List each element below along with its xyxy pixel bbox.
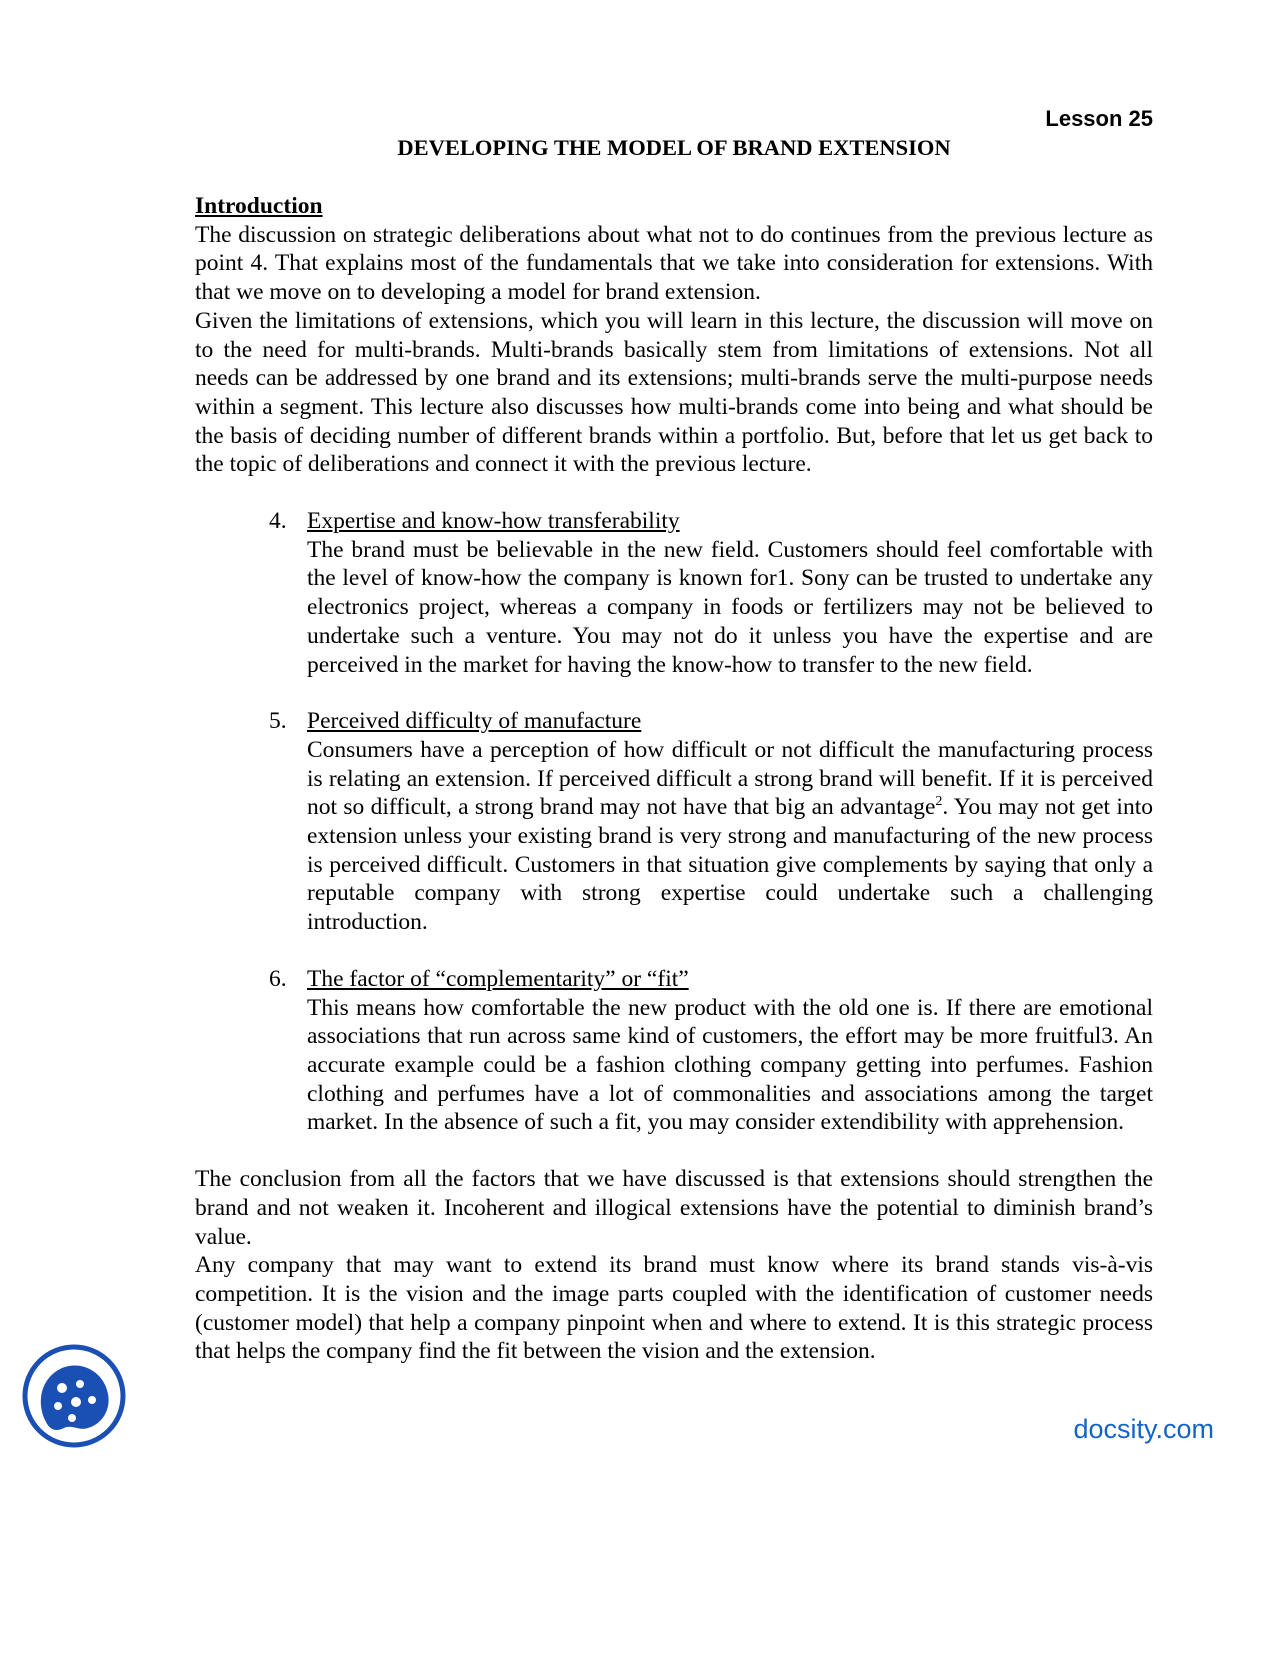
factor-body: The brand must be believable in the new field. Customers should feel comfortable with the level of know-how the company is known for1. Sony can be trusted to undertake any electronics project, whereas a company in foods or fertilizers may not be believed to undertake such a venture. You may not do it unless you have the expertise and are perceived in the market for having the know-how to transfer to the new field. [307,536,1153,678]
factor-list [195,507,1153,1137]
factor-number: 6. [269,965,287,992]
factor-body-text: Consumers have a perception of how difficult or not difficult the manufacturing process is relating an extension. If perceived difficult a strong brand will benefit. If it is perceived not so difficult, a strong brand may not have that big an advantage [307,736,1153,821]
factor-title: The factor of “complementarity” or “fit” [307,965,689,992]
factor-title: Expertise and know-how transferability [307,508,680,535]
document-page [195,100,1153,1366]
introduction-heading: Introduction [195,193,323,219]
factor-number: 4. [269,508,287,535]
factor-body [307,736,1153,937]
factor-title: Perceived difficulty of manufacture [307,708,642,735]
docsity-logo-icon[interactable] [22,1344,126,1448]
footnote-mark: 2 [935,794,943,810]
factor-number: 5. [269,708,287,735]
docsity-link[interactable]: docsity.com [1073,1414,1214,1444]
factor-item-difficulty [195,707,1153,937]
lesson-label: Lesson 25 [1045,106,1153,131]
intro-paragraph: The discussion on strategic deliberations about what not to do continues from the previous lecture as point 4. That explains most of the fundamentals that we take into consideration for extensions. With that we move on to developing a model for brand extension. [195,221,1153,306]
factor-body: This means how comfortable the new product with the old one is. If there are emotional associations that run across same kind of customers, the effort may be more fruitful3. An accurate example could be a fashion clothing company getting into perfumes. Fashion clothing and perfumes have a lot of commonalities and associations among the target market. In the absence of such a fit, you may consider extendibility with apprehension. [307,994,1153,1136]
conclusion-paragraph: Any company that may want to extend its brand must know where its brand stands vis-à-vis competition. It is the vision and the image parts coupled with the identification of customer needs (customer model) that help a company pinpoint when and where to extend. It is this strategic process that helps the company find the fit between the vision and the extension. [195,1252,1153,1365]
factor-item-fit [195,965,1153,1137]
intro-paragraph: Given the limitations of extensions, which you will learn in this lecture, the discussion will move on to the need for multi-brands. Multi-brands basically stem from limitations of extensions. Not all needs can be addressed by one brand and its extensions; multi-brands serve the multi-purpose needs within a segment. This lecture also discusses how multi-brands come into being and what should be the basis of deciding number of different brands within a portfolio. But, before that let us get back to the topic of deliberations and connect it with the previous lecture. [195,307,1153,478]
factor-body-text: . You may not get into extension unless your existing brand is very strong and manufacturing of the new process is perceived difficult. Customers in that situation give complements by saying that only a reputable company with strong expertise could undertake such a challenging introduction. [307,794,1153,936]
document-title: DEVELOPING THE MODEL OF BRAND EXTENSION [397,135,951,160]
factor-item-expertise [195,507,1153,679]
conclusion-paragraph: The conclusion from all the factors that we have discussed is that extensions should strengthen the brand and not weaken it. Incoherent and illogical extensions have the potential to diminish brand’s value. [195,1166,1153,1250]
